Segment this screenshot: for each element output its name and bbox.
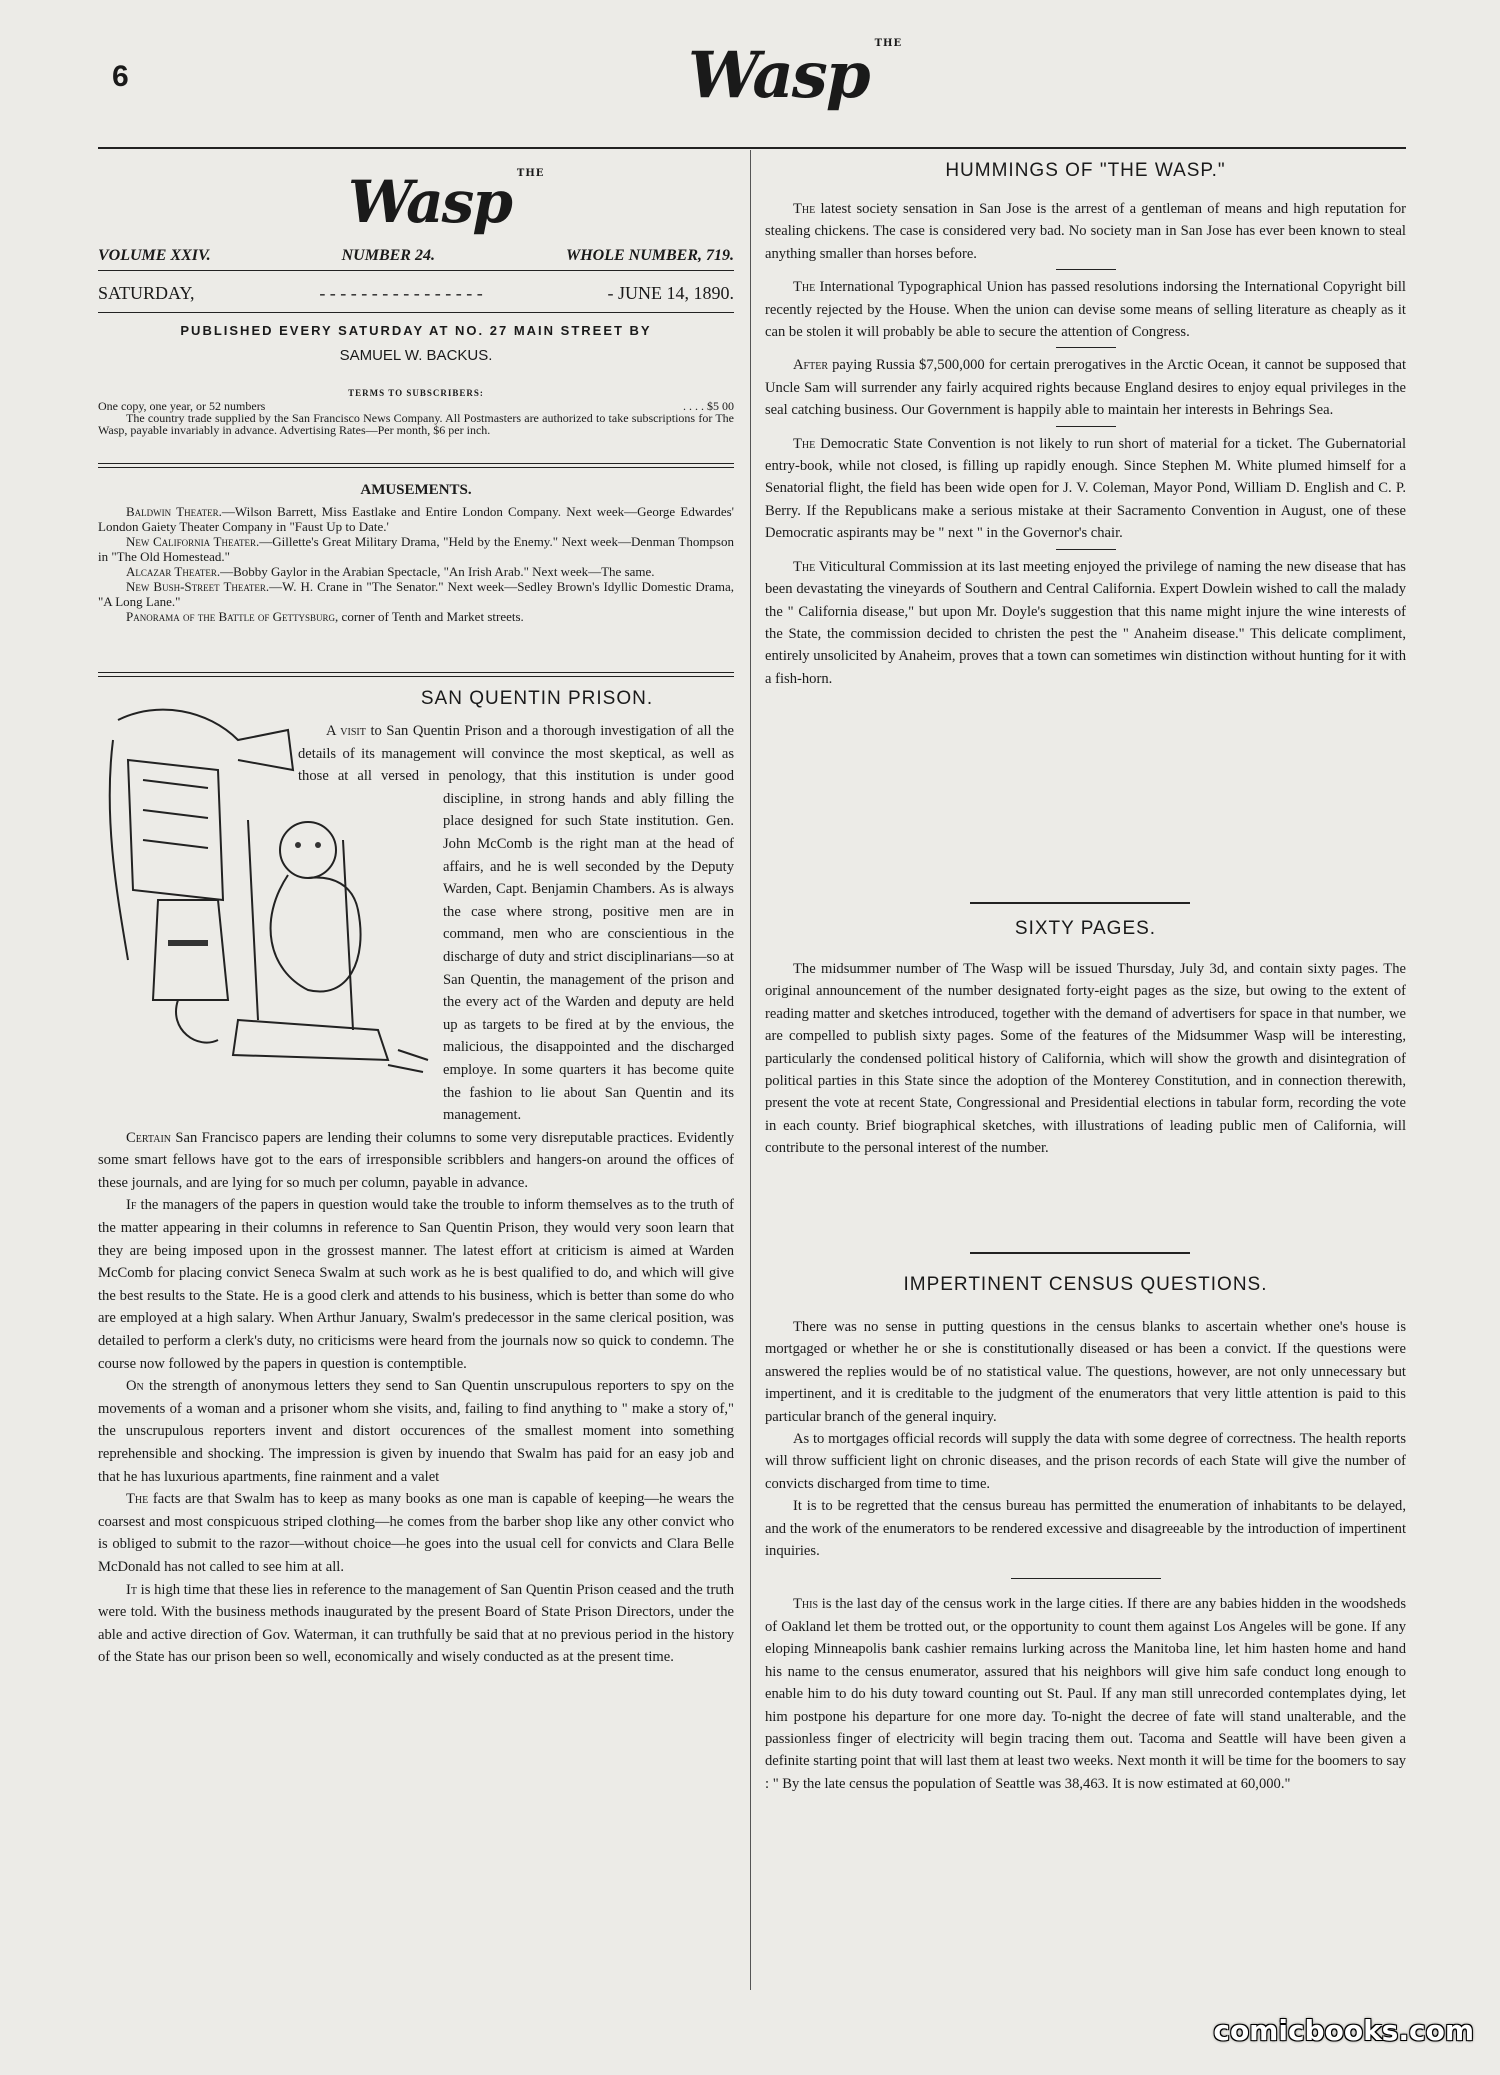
census-heading: IMPERTINENT CENSUS QUESTIONS. bbox=[903, 1274, 1268, 1295]
humming-paragraph: The Viticultural Commission at its last meeting enjoyed the privilege of naming the new disease that has been devastating the vineyards of Southern and Central California. Expert Dowlein wished to call the malady the " California disease," but upon Mr. Doyle's suggestion that this name might injure the wine interests of the State, the commission decided to christen the pest the " Anaheim disease." This delicate compliment, entirely unsolicited by Anaheim, proves that a town can sometimes win distinction without hunting for it with a fish-horn. bbox=[765, 558, 1406, 687]
census-section bbox=[765, 1316, 1406, 1795]
editorial-logo: Wasp $^{THE}$ bbox=[348, 168, 545, 236]
san-quentin-heading: SAN QUENTIN PRISON. bbox=[420, 688, 654, 709]
rule bbox=[98, 672, 734, 673]
section-rule bbox=[970, 1252, 1190, 1254]
terms-detail: The country trade supplied by the San Francisco News Company. All Postmasters are authorized to take subscriptions for The Wasp, payable invariably in advance. Advertising Rates—Per month, $6 per inch. bbox=[98, 411, 734, 437]
publisher: SAMUEL W. BACKUS. bbox=[339, 347, 493, 364]
date-dashes: - - - - - - - - - - - - - - - - bbox=[319, 283, 483, 303]
article-paragraph: Certain San Francisco papers are lending their columns to some very disreputable practices. Evidently some smart fellows have got to the ears of irresponsible scribblers and hangers-on around the offices of these journals, and are lying for so much per column, payable in advance. bbox=[98, 1129, 734, 1191]
column-divider bbox=[750, 150, 751, 1990]
article-paragraph: The facts are that Swalm has to keep as many books as one man is capable of keeping—he wears the coarsest and most conspicuous striped clothing—he comes from the barber shop like any other convict who is obliged to submit to the razor—without choice—he goes into the usual cell for convicts and Clara Belle McDonald has not called to see him at all. bbox=[98, 1491, 734, 1575]
amusements-heading: AMUSEMENTS. bbox=[360, 482, 472, 498]
issue-date: - JUNE 14, 1890. bbox=[607, 283, 734, 303]
rule bbox=[98, 312, 734, 313]
issue-number: NUMBER 24. bbox=[341, 247, 435, 264]
sixty-pages-paragraph: The midsummer number of The Wasp will be issued Thursday, July 3d, and contain sixty pages. The original announcement of the number designated forty-eight pages as the size, but owing to the extent of reading matter and sketches introduced, together with the demand of advertisers for space in that number, we are compelled to publish sixty pages. Some of the features of the Midsummer Wasp will be interesting, particularly the condensed political history of California, which will show the growth and disintegration of political parties in this State since the adoption of the Monterey Constitution, and in connection therewith, present the vote at recent State, Congressional and Presidential elections in tabular form, recording the vote in each county. Brief biographical sketches, with illustrations of leading public men of California, will contribute to the personal interest of the number. bbox=[765, 961, 1406, 1157]
amusement-item: New California Theater.—Gillette's Great Military Drama, "Held by the Enemy." Next week—Denman Thompson in "The Old Homestead." bbox=[98, 534, 734, 564]
day: SATURDAY, bbox=[98, 283, 195, 303]
sixty-pages-section bbox=[765, 958, 1406, 1160]
census-paragraph: As to mortgages official records will supply the data with some degree of correctness. The health reports will throw sufficient light on chronic diseases, and the prison records of each State will give the number of convicts discharged from time to time. bbox=[765, 1431, 1406, 1492]
rule bbox=[98, 270, 734, 271]
rule bbox=[98, 467, 734, 468]
watermark: comicbooks.com bbox=[1213, 2014, 1474, 2047]
volume-line bbox=[98, 247, 734, 265]
sixty-pages-heading: SIXTY PAGES. bbox=[1014, 918, 1157, 939]
date-line bbox=[98, 283, 734, 304]
humming-paragraph: After paying Russia $7,500,000 for certain prerogatives in the Arctic Ocean, it cannot be supposed that Uncle Sam will surrender any fairly acquired rights because England desires to enjoy equal privileges in the seal catching business. Our Government is happily able to maintain her interests in Behrings Sea. bbox=[765, 357, 1406, 419]
cartoon-illustration bbox=[98, 700, 438, 1082]
humming-paragraph: The Democratic State Convention is not likely to run short of material for a ticket. The Gubernatorial entry-book, while not closed, is filling up rapidly enough. Since Stephen M. White plumed himself for a Senatorial flight, the field has been wide open for J. V. Coleman, Mayor Pond, William D. English and C. P. Berry. If the Republicans make a serious mistake at their Sacramento Convention in August, one of these Democratic aspirants may be " next " in the Governor's chair. bbox=[765, 435, 1406, 542]
amusement-item: Alcazar Theater.—Bobby Gaylor in the Arabian Spectacle, "An Irish Arab." Next week—The same. bbox=[126, 564, 655, 579]
volume: VOLUME XXIV. bbox=[98, 247, 211, 264]
separator bbox=[1011, 1578, 1161, 1579]
rule bbox=[98, 676, 734, 677]
page-number: 6 bbox=[112, 60, 129, 93]
separator bbox=[1056, 347, 1116, 348]
census-paragraph: There was no sense in putting questions in the census blanks to ascertain whether one's house is mortgaged or whether he or she is constitutionally diseased or has been a convict. If the questions were answered the replies would be of no statistical value. The questions, however, are not only unnecessary but impertinent, and it is creditable to the judgment of the enumerators that very little attention is paid to this particular branch of the general inquiry. bbox=[765, 1319, 1406, 1425]
section-rule bbox=[970, 902, 1190, 904]
top-rule bbox=[98, 147, 1406, 149]
separator bbox=[1056, 549, 1116, 550]
hummings-heading: HUMMINGS OF "THE WASP." bbox=[945, 160, 1226, 181]
article-paragraph: It is high time that these lies in reference to the management of San Quentin Prison ceased and the truth were told. With the business methods inaugurated by the present Board of State Prison Directors, under the able and active direction of Gov. Waterman, it can truthfully be said that at no previous period in the history of the State has our prison been so well, economically and wisely conducted as at the present time. bbox=[98, 1581, 734, 1666]
article-paragraph: On the strength of anonymous letters they send to San Quentin unscrupulous reporters to spy on the movements of a woman and a prisoner whom she visits, and, failing to find anything to " make a story of," the unscrupulous reporters invent and distort occurences of the smallest moment into something reprehensible and shocking. The impression is given by inuendo that Swalm has paid for an easy job and that he has luxurious apartments, fine rainment and a valet bbox=[98, 1378, 734, 1485]
rule bbox=[98, 463, 734, 464]
masthead-logo: Wasp $^{THE}$ bbox=[688, 38, 903, 113]
whole-number: WHOLE NUMBER, 719. bbox=[565, 247, 734, 264]
census-paragraph: This is the last day of the census work in the large cities. If there are any babies hidden in the woodsheds of Oakland let them be trotted out, or the opportunity to count them against Los Angeles will be gone. If any eloping Minneapolis bank cashier remains lurking across the Manitoba line, let him hasten home and hand his name to the census enumerator, assured that his neighbors will give him safe conduct long enough to enable him to do his duty toward counting out St. Paul. If any man still unrecorded contemplates dying, let him postpone his departure for one more day. To-night the decree of fate will stand unalterable, and the passionless finger of electricity will begin tracing them out. Tacoma and Seattle will have been given a definite starting point that will last them at least two weeks. Next month it will be time for the boomers to say : " By the late census the population of Seattle was 38,463. It is now estimated at 60,000." bbox=[765, 1596, 1406, 1792]
subscription-terms bbox=[98, 400, 734, 436]
hummings-section bbox=[765, 198, 1406, 690]
amusements-list bbox=[98, 504, 734, 624]
separator bbox=[1056, 269, 1116, 270]
terms-heading: TERMS TO SUBSCRIBERS: bbox=[348, 388, 484, 398]
published-line: PUBLISHED EVERY SATURDAY AT NO. 27 MAIN STREET BY bbox=[180, 323, 652, 338]
terms-rate: One copy, one year, or 52 numbers bbox=[98, 399, 266, 413]
separator bbox=[1056, 426, 1116, 427]
census-paragraph: It is to be regretted that the census bureau has permitted the enumeration of inhabitants to be delayed, and the work of the enumerators to be rendered excessive and disagreeable by the introduction of impertinent inquiries. bbox=[765, 1498, 1406, 1560]
amusement-item: New Bush-Street Theater.—W. H. Crane in "The Senator." Next week—Sedley Brown's Idyllic Domestic Drama, "A Long Lane." bbox=[98, 579, 734, 609]
terms-price: . . . . $5 00 bbox=[683, 399, 734, 413]
humming-paragraph: The latest society sensation in San Jose is the arrest of a gentleman of means and high reputation for stealing chickens. The case is considered very bad. No society man in San Jose has ever been known to steal anything smaller than horses before. bbox=[765, 201, 1406, 262]
amusement-item: Panorama of the Battle of Gettysburg, corner of Tenth and Market streets. bbox=[126, 609, 524, 624]
article-paragraph: If the managers of the papers in question would take the trouble to inform themselves as to the truth of the matter appearing in their columns in reference to San Quentin Prison, they would very soon learn that they are being imposed upon in the grossest manner. The latest effort at criticism is aimed at Warden McComb for placing convict Seneca Swalm at such work as he is best qualified to do, and which will give the best results to the State. He is a good clerk and attends to his business, which is better than some do who are employed at a high salary. When Arthur January, Swalm's predecessor in the same clerical position, was detailed to perform a clerk's duty, no criticisms were heard from the journals now so quick to condemn. The course now followed by the papers in question is contemptible. bbox=[98, 1197, 734, 1372]
humming-paragraph: The International Typographical Union has passed resolutions indorsing the International Copyright bill recently rejected by the House. When the union can devise some means of selling literature as cheaply as it can be stolen it will probably be able to secure the attention of Congress. bbox=[765, 279, 1406, 341]
article-paragraph: A visit to San Quentin Prison and a thorough investigation of all the details of its management will convince the most skeptical, as well as those at all versed in penology, that this institution is under good discipline, in strong hands and ably filling the place designed for such State institution. Gen. John McComb is the right man at the head of affairs, and he is well seconded by the Deputy Warden, Capt. Benjamin Chambers. As is always the case where strong, positive men are in command, men who are conscientious in the discharge of duty and strict disciplinarians—so at San Quentin, the management of the prison and the every act of the Warden and deputy are held up as targets to be fired at by the envious, the malicious, the disappointed and the discharged employe. In some quarters it has become quite the fashion to lie about San Quentin and its management. bbox=[298, 723, 735, 1124]
amusement-item: Baldwin Theater.—Wilson Barrett, Miss Eastlake and Entire London Company. Next week—George Edwardes' London Gaiety Theater Company in "Faust Up to Date.' bbox=[98, 504, 734, 534]
